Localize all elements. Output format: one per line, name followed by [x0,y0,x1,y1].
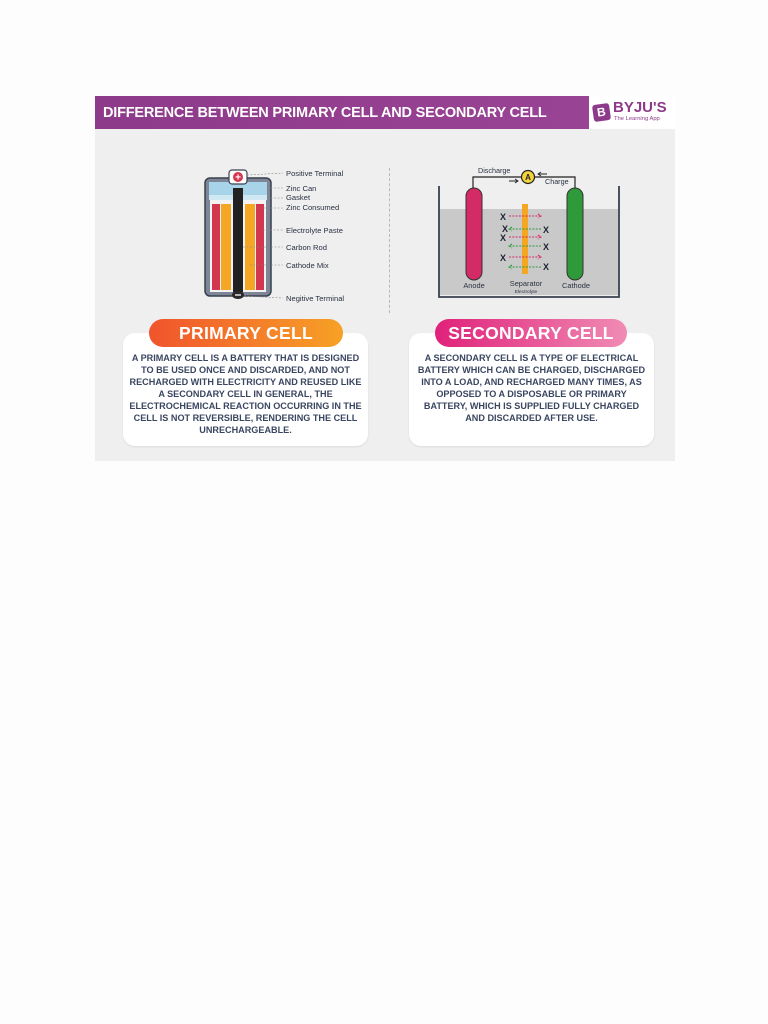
ion-x-right-2: X [543,242,550,252]
label-discharge: Discharge [478,166,511,175]
secondary-cell-card [409,333,654,446]
label-negative-terminal: Negitive Terminal [286,294,345,303]
charge-arrow-icon [538,172,547,176]
label-separator: Separator [509,279,543,288]
infographic-title: DIFFERENCE BETWEEN PRIMARY CELL AND SECONDARY CELL [103,105,547,121]
discharge-arrow-icon [509,179,518,183]
logo-tagline: The Learning App [614,116,660,122]
primary-cell-description: A PRIMARY CELL IS A BATTERY THAT IS DESIGNED TO BE USED ONCE AND DISCARDED, AND NOT RECHARGED WITH ELECTRICITY AND REUSED LIKE A SECONDARY CELL IN GENERAL, THE ELECTROCHEMICAL REACTION OCCURRING IN THE CELL IS NOT REVERSIBLE, RENDERING THE CELL UNRECHARGEABLE. [129,353,362,435]
label-electrolyte-paste: Electrolyte Paste [286,226,343,235]
label-cathode: Cathode [562,281,590,290]
label-cathode-mix: Cathode Mix [286,261,329,270]
logo-mark-icon: B [592,103,611,122]
primary-cell-card [123,333,368,446]
ion-x-left-4: X [502,224,509,234]
ammeter-label: A [525,173,531,182]
ion-x-left-1: X [500,212,507,222]
label-zinc-can: Zinc Can [286,184,317,193]
infographic [95,96,675,461]
separator [522,204,528,274]
secondary-cell-heading: SECONDARY CELL [435,319,627,347]
primary-cell-heading: PRIMARY CELL [149,319,343,347]
ion-x-left-2: X [500,233,507,243]
ion-x-right-1: X [543,225,550,235]
plus-sign: + [235,172,241,184]
secondary-cell-description: A SECONDARY CELL IS A TYPE OF ELECTRICAL BATTERY WHICH CAN BE CHARGED, DISCHARGED INTO A LOAD, AND RECHARGED MANY TIMES, AS OPPOSED TO A DISPOSABLE OR PRIMARY BATTERY, WHICH IS SUPPLIED FULLY CHARGED AND DISCARDED AFTER USE. [417,353,646,423]
secondary-cell-diagram [95,96,675,316]
ion-x-left-3: X [500,253,507,263]
label-carbon-rod: Carbon Rod [286,243,327,252]
label-zinc-consumed: Zinc Consumed [286,203,340,212]
label-anode: Anode [463,281,485,290]
label-charge: Charge [545,177,569,186]
ion-x-right-3: X [543,262,550,272]
cathode-electrode [567,188,583,280]
label-electrolyte: Electrolyte [514,290,538,295]
logo-name: BYJU'S [613,99,667,116]
anode-electrode [466,188,482,280]
label-positive-terminal: Positive Terminal [286,169,344,178]
label-gasket: Gasket [286,193,311,202]
